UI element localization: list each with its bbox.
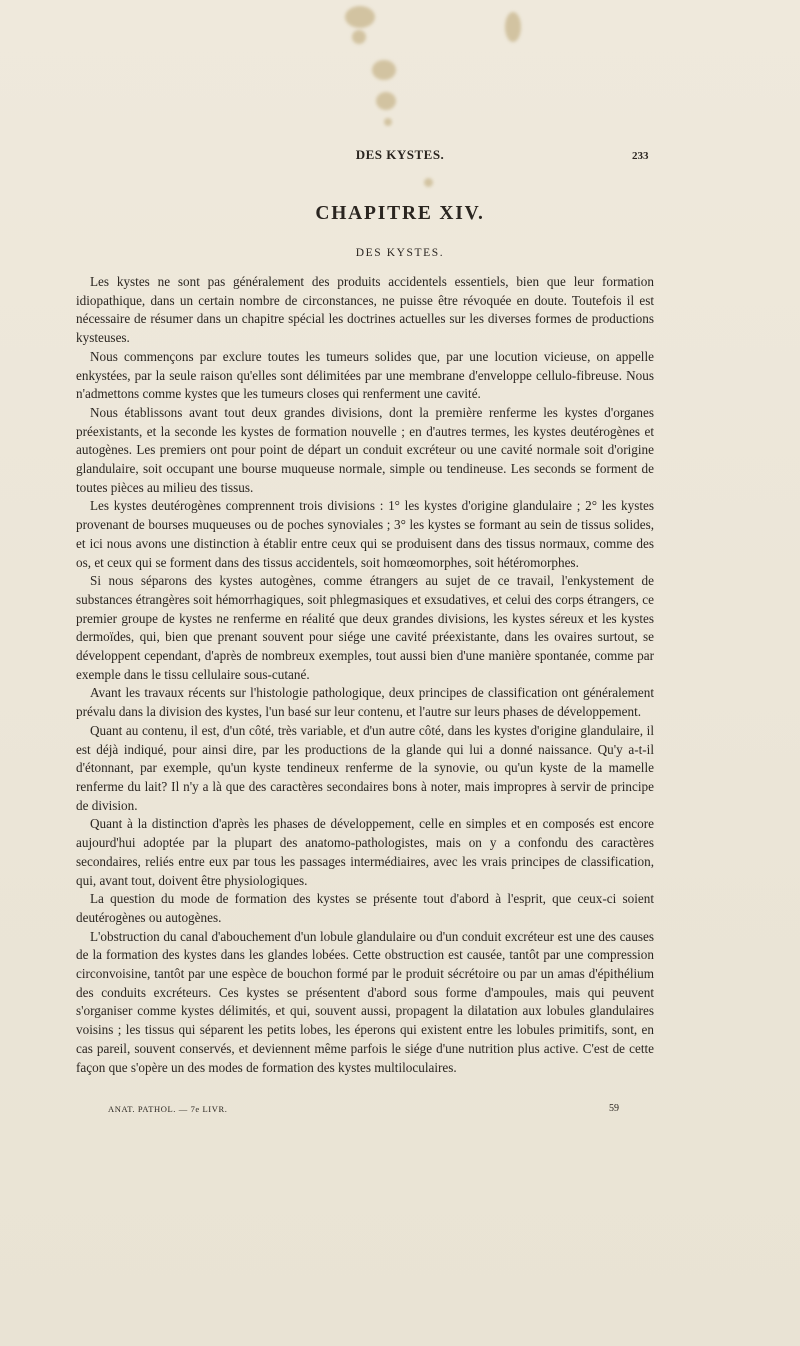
running-head: DES KYSTES.	[355, 147, 445, 162]
stain-mark	[505, 12, 521, 42]
page-number: 233	[632, 150, 649, 162]
chapter-subtitle: DES KYSTES.	[355, 247, 445, 259]
paragraph: L'obstruction du canal d'abouchement d'un lobule glandulaire ou d'un conduit excréteur est une des causes de la formation des kystes dans les glandes lobées. Cette obstruction est causée, tantôt par une compression circonvoisine, tantôt par une espèce de bouchon formé par le produit sécrétoire ou par un amas d'épithélium des conduits excréteurs. Ces kystes se présentent d'abord sous forme d'ampoules, mais qui peuvent s'organiser comme kystes délimités, et qui, souvent aussi, propagent la dilatation aux lobules glandulaires voisins ; les tissus qui séparent les petits lobes, les éperons qui existent entre les lobules primitifs, sont, en cas pareil, souvent conservés, et deviennent même parfois le siége d'une nutrition plus active. C'est de cette façon que s'opère un des modes de formation des kystes multiloculaires.	[76, 928, 654, 1075]
stain-mark	[372, 60, 396, 80]
stain-mark	[424, 178, 433, 187]
paragraph: La question du mode de formation des kystes se présente tout d'abord à l'esprit, que ceux-ci soient deutérogènes ou autogènes.	[76, 891, 654, 925]
paragraph: Quant à la distinction d'après les phases de développement, celle en simples et en composés est encore aujourd'hui adoptée par la plupart des anatomo-pathologistes, mais on y a confondu des caractères secondaires, reliés entre eux par tous les passages intermédiaires, avec les vrais principes de classification, qui, avant tout, doivent être physiologiques.	[76, 816, 654, 888]
paragraph: Quant au contenu, il est, d'un côté, très variable, et d'un autre côté, dans les kystes d'origine glandulaire, il est déjà indiqué, pour ainsi dire, par les productions de la glande qui lui a donné naissance. Qu'y a-t-il d'étonnant, par exemple, qu'un kyste tendineux renferme de la synovie, ou qu'un kyste de la mamelle renferme du lait? Il n'y a là que des caractères secondaires bons à noter, mais impropres à servir de principe de division.	[76, 722, 654, 813]
signature-mark: ANAT. PATHOL. — 7e LIVR.	[108, 1104, 228, 1114]
paragraph: Nous établissons avant tout deux grandes divisions, dont la première renferme les kystes d'organes préexistants, et la seconde les kystes de formation nouvelle ; en d'autres termes, les kystes deutérogènes et autogènes. Les premiers ont pour point de départ un conduit excréteur ou une cavité normale soit d'origine glandulaire, soit occupant une bourse muqueuse normale, simple ou tendineuse. Les seconds se forment de toutes pièces au milieu des tissus.	[76, 404, 654, 495]
paragraph: Avant les travaux récents sur l'histologie pathologique, deux principes de classification ont généralement prévalu dans la division des kystes, l'un basé sur leur contenu, et l'autre sur leurs phases de développement.	[76, 685, 654, 720]
chapter-title: CHAPITRE XIV.	[315, 203, 485, 224]
signature-number: 59	[609, 1103, 619, 1114]
paragraph: Nous commençons par exclure toutes les tumeurs solides que, par une locution vicieuse, on appelle enkystées, par la seule raison qu'elles sont délimitées par une membrane d'enveloppe cellulo-fibreuse. Nous n'admettons comme kystes que les tumeurs closes qui renferment une cavité.	[76, 348, 654, 402]
paragraph: Si nous séparons des kystes autogènes, comme étrangers au sujet de ce travail, l'enkystement de substances étrangères soit hémorrhagiques, soit phlegmasiques et exsudatives, et celui des corps étrangers, ce premier groupe de kystes ne renferme en réalité que deux grandes divisions, les kystes séreux et les kystes dermoïdes, qui, bien que prenant souvent pour siége une cavité préexistante, dans les ovaires surtout, se développent cependant, d'après de nombreux exemples, tout aussi bien d'une manière spontanée, comme par exemple dans le tissu cellulaire sous-cutané.	[76, 573, 654, 682]
body-text	[76, 273, 654, 1077]
stain-mark	[384, 118, 392, 126]
stain-mark	[376, 92, 396, 110]
stain-mark	[352, 30, 366, 44]
paragraph: Les kystes ne sont pas généralement des produits accidentels essentiels, bien que leur formation idiopathique, dans un certain nombre de circonstances, ne puisse être révoquée en doute. Toutefois il est nécessaire de résumer dans un chapitre spécial les doctrines actuelles sur les diverses formes de productions kysteuses.	[76, 274, 654, 346]
paragraph: Les kystes deutérogènes comprennent trois divisions : 1° les kystes d'origine glandulaire ; 2° les kystes provenant de bourses muqueuses ou de poches synoviales ; 3° les kystes se formant au sein de tissus solides, et ici nous avons une distinction à établir entre ceux qui se produisent dans des tissus normaux, comme des os, et ceux qui se forment dans des tissus accidentels, soit homœomorphes, soit hétéromorphes.	[76, 498, 654, 570]
stain-mark	[345, 6, 375, 28]
